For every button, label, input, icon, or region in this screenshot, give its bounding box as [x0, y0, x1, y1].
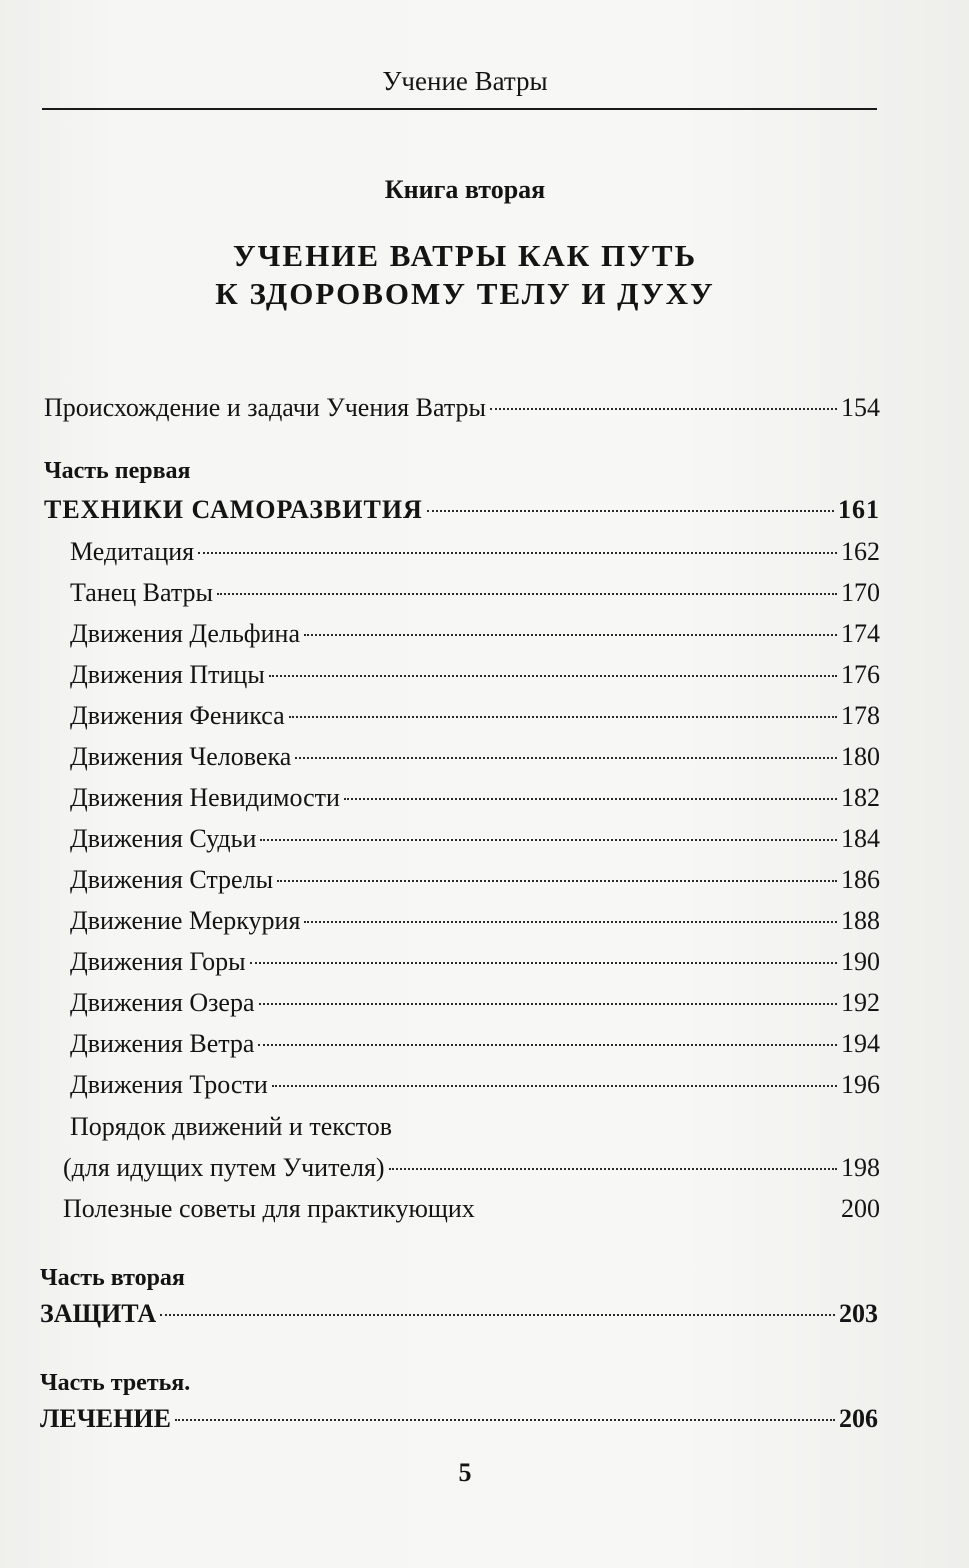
- toc-entry-tips: [63, 1193, 880, 1225]
- toc-leader-dots: [250, 962, 837, 964]
- toc-entry-page: 174: [841, 619, 880, 648]
- toc-leader-dots: [389, 1168, 837, 1170]
- toc-entry-label: Движения Трости: [70, 1070, 268, 1099]
- toc-leader-dots: [304, 634, 837, 636]
- toc-entry-label: (для идущих путем Учителя): [63, 1153, 385, 1182]
- toc-entry-label: Движения Ветра: [70, 1029, 255, 1058]
- header-rule: [42, 108, 877, 110]
- running-head: Учение Ватры: [382, 66, 548, 96]
- toc-leader-dots: [427, 510, 834, 512]
- toc-entry-page: 203: [839, 1299, 878, 1328]
- toc-entry-item: [70, 782, 880, 814]
- toc-entry-page: 180: [841, 742, 880, 771]
- toc-leader-dots: [269, 675, 837, 677]
- toc-entry-part1: [44, 494, 880, 526]
- toc-leader-dots: [490, 408, 837, 410]
- toc-entry-item: [70, 905, 880, 937]
- part3-heading: Часть третья.: [40, 1370, 191, 1396]
- toc-entry-item: [70, 536, 880, 568]
- toc-entry-item: [70, 823, 880, 855]
- toc-entry-page: 192: [841, 988, 880, 1017]
- toc-entry-page: 194: [841, 1029, 880, 1058]
- toc-entry-label: ТЕХНИКИ САМОРАЗВИТИЯ: [44, 495, 423, 524]
- toc-entry-part3: [40, 1403, 878, 1435]
- toc-leader-dots: [272, 1085, 837, 1087]
- toc-entry-label: Движения Стрелы: [70, 865, 274, 894]
- toc-leader-dots: [289, 716, 837, 718]
- main-title-line-2: К ЗДОРОВОМУ ТЕЛУ И ДУХУ: [215, 276, 715, 311]
- toc-entry-item: [70, 1028, 880, 1060]
- toc-entry-label: Движения Птицы: [70, 660, 265, 689]
- toc-entry-page: 188: [841, 906, 880, 935]
- toc-entry-item: [70, 946, 880, 978]
- toc-entry-intro: [44, 392, 880, 424]
- toc-leader-dots: [258, 1044, 837, 1046]
- toc-leader-dots: [259, 1003, 837, 1005]
- toc-leader-dots: [160, 1314, 835, 1316]
- toc-entry-label: Движения Дельфина: [70, 619, 301, 648]
- toc-entry-label: Происхождение и задачи Учения Ватры: [44, 393, 486, 422]
- toc-entry-label: Движения Озера: [70, 988, 255, 1017]
- toc-leader-dots: [260, 839, 837, 841]
- toc-entry-item: [70, 1069, 880, 1101]
- toc-leader-dots: [304, 921, 837, 923]
- toc-entry-item: [70, 659, 880, 691]
- toc-entry-page: 162: [841, 537, 880, 566]
- toc-leader-dots: [295, 757, 837, 759]
- toc-entry-page: 178: [841, 701, 880, 730]
- toc-leader-dots: [479, 1209, 837, 1211]
- toc-entry-page: 196: [841, 1070, 880, 1099]
- toc-entry-page: 154: [841, 393, 880, 422]
- toc-leader-dots: [277, 880, 837, 882]
- toc-leader-dots: [217, 593, 837, 595]
- toc-entry-page: 182: [841, 783, 880, 812]
- part2-heading: Часть вторая: [40, 1265, 185, 1291]
- toc-entry-page: 184: [841, 824, 880, 853]
- toc-entry-item: [70, 741, 880, 773]
- toc-entry-page: 170: [841, 578, 880, 607]
- toc-leader-dots: [344, 798, 837, 800]
- toc-entry-label: ЛЕЧЕНИЕ: [40, 1404, 171, 1433]
- toc-entry-label: Движения Судьи: [70, 824, 257, 853]
- toc-entry-label: Полезные советы для практикующих: [63, 1194, 475, 1223]
- toc-entry-item: [70, 987, 880, 1019]
- toc-entry-item: [70, 864, 880, 896]
- toc-entry-label: Движения Феникса: [70, 701, 285, 730]
- toc-entry-label: Медитация: [70, 537, 195, 566]
- toc-entry-label: Движения Невидимости: [70, 783, 340, 812]
- toc-entry-page: 186: [841, 865, 880, 894]
- toc-entry-page: 190: [841, 947, 880, 976]
- toc-entry-label: Движения Горы: [70, 947, 246, 976]
- toc-leader-dots: [175, 1419, 835, 1421]
- toc-entry-label: ЗАЩИТА: [40, 1299, 157, 1328]
- toc-entry-item: [70, 700, 880, 732]
- page-number: 5: [458, 1458, 472, 1487]
- toc-entry-label: Движение Меркурия: [70, 906, 301, 935]
- book-label: Книга вторая: [384, 175, 546, 204]
- toc-entry-page: 200: [841, 1194, 880, 1223]
- toc-entry-order: [63, 1152, 880, 1184]
- main-title-line-1: УЧЕНИЕ ВАТРЫ КАК ПУТЬ: [232, 238, 698, 273]
- toc-entry-order-line1: Порядок движений и текстов: [70, 1112, 393, 1141]
- part1-heading: Часть первая: [44, 458, 191, 484]
- toc-entry-part2: [40, 1298, 878, 1330]
- toc-entry-page: 176: [841, 660, 880, 689]
- toc-entry-label: Танец Ватры: [70, 578, 213, 607]
- toc-entry-item: [70, 618, 880, 650]
- toc-entry-page: 161: [838, 495, 880, 524]
- toc-entry-page: 206: [839, 1404, 878, 1433]
- toc-leader-dots: [198, 552, 837, 554]
- toc-entry-page: 198: [841, 1153, 880, 1182]
- toc-entry-label: Движения Человека: [70, 742, 292, 771]
- toc-entry-item: [70, 577, 880, 609]
